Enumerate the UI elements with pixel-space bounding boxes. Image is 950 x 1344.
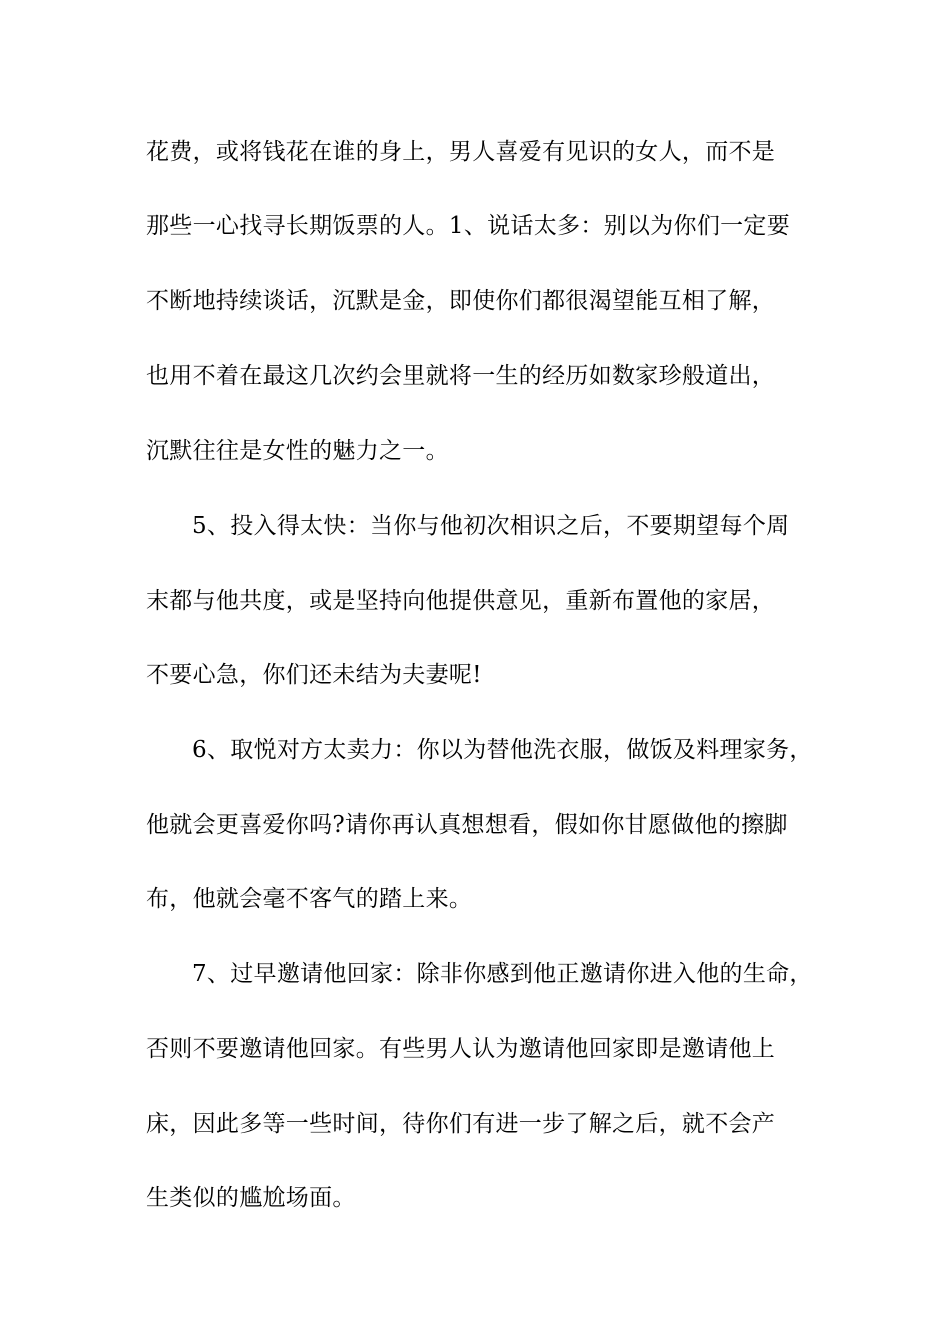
- text-line: 花费，或将钱花在谁的身上，男人喜爱有见识的女人，而不是: [146, 139, 776, 165]
- text-line: 他就会更喜爱你吗?请你再认真想想看，假如你甘愿做他的擦脚: [146, 812, 788, 838]
- text-line: 不断地持续谈话，沉默是金，即使你们都很渴望能互相了解，: [146, 288, 776, 314]
- text-line: 也用不着在最这几次约会里就将一生的经历如数家珍般道出，: [146, 363, 776, 389]
- text-line: 布，他就会毫不客气的踏上来。: [146, 886, 473, 912]
- text-line: 7、过早邀请他回家：除非你感到他正邀请你进入他的生命，: [192, 961, 813, 987]
- text-line: 末都与他共度，或是坚持向他提供意见，重新布置他的家居，: [146, 588, 776, 614]
- text-line: 生类似的尴尬场面。: [146, 1185, 356, 1211]
- text-line: 床，因此多等一些时间，待你们有进一步了解之后，就不会产: [146, 1111, 776, 1137]
- text-line: 否则不要邀请他回家。有些男人认为邀请他回家即是邀请他上: [146, 1036, 776, 1062]
- text-line: 不要心急，你们还未结为夫妻呢!: [146, 662, 482, 688]
- text-line: 6、取悦对方太卖力：你以为替他洗衣服，做饭及料理家务，: [192, 737, 813, 763]
- text-line: 沉默往往是女性的魅力之一。: [146, 438, 449, 464]
- text-line: 5、投入得太快：当你与他初次相识之后，不要期望每个周: [192, 513, 790, 539]
- text-line: 那些一心找寻长期饭票的人。1、说话太多：别以为你们一定要: [146, 213, 791, 239]
